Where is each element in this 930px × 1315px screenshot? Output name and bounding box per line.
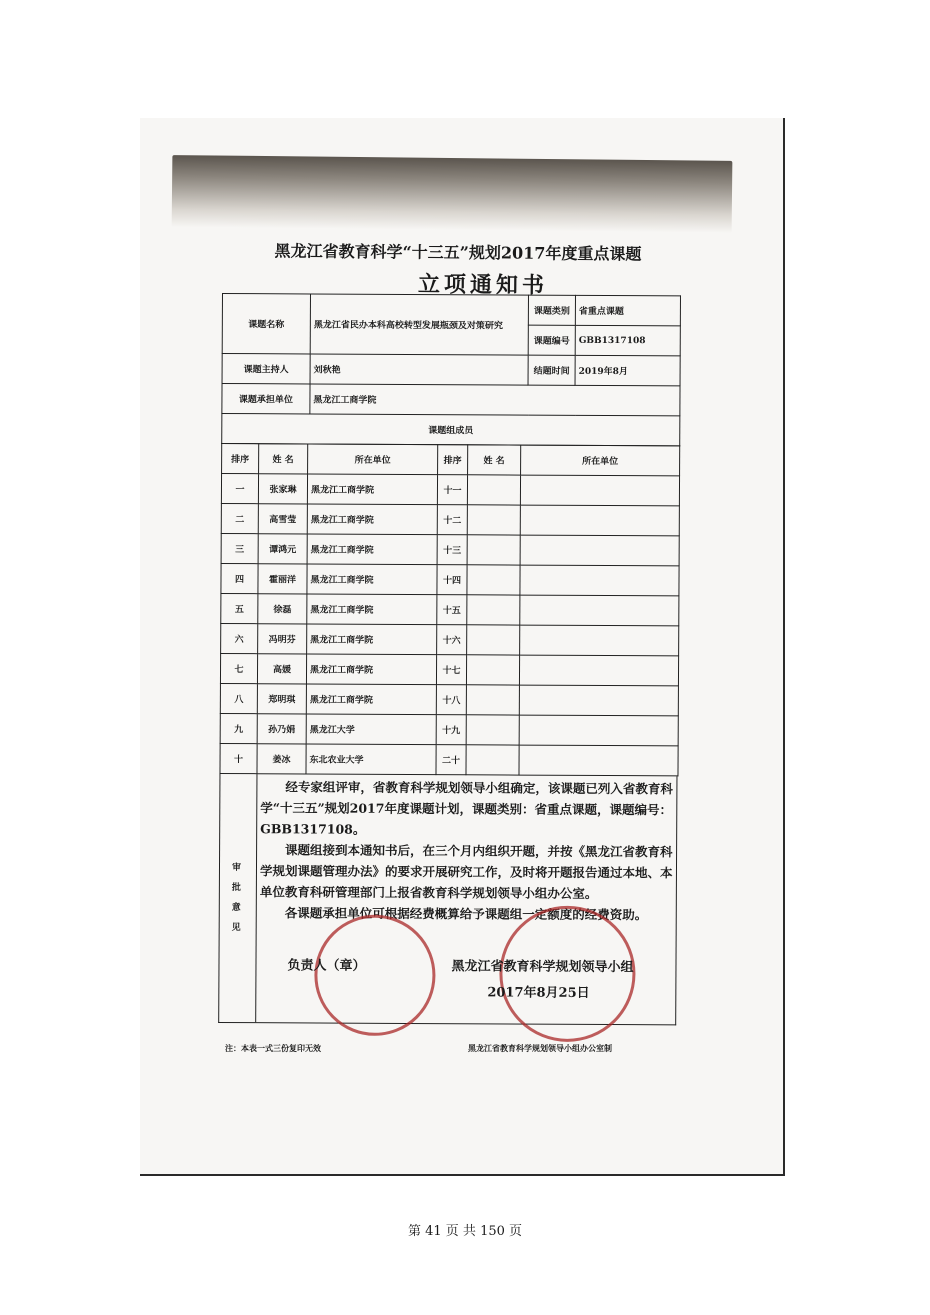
topic-name-label: 课题名称 bbox=[222, 294, 310, 354]
member-cell-n2: 十六 bbox=[437, 624, 467, 654]
header-cell: 姓 名 bbox=[468, 444, 521, 474]
members-table bbox=[219, 442, 680, 775]
member-row bbox=[221, 533, 679, 565]
member-cell-name2 bbox=[467, 594, 520, 624]
notice-form bbox=[218, 293, 680, 1025]
member-row bbox=[221, 593, 679, 625]
unit-label: 课题承担单位 bbox=[222, 384, 310, 414]
member-row bbox=[220, 653, 678, 685]
header-cell: 所在单位 bbox=[521, 445, 680, 476]
opinion-paragraph: 各课题承担单位可根据经费概算给予课题组一定额度的经费资助。 bbox=[284, 904, 648, 922]
member-row bbox=[220, 743, 678, 775]
opinion-paragraph: 经专家组评审，省教育科学规划领导小组确定，该课题已列入省教育科学“十三五”规划2017年度课题计划，课题类别：省重点课题，课题编号：GBB1317108。 bbox=[260, 778, 673, 837]
note-left: 注：本表一式三份复印无效 bbox=[225, 1043, 321, 1053]
member-cell-unit1: 东北农业大学 bbox=[306, 743, 436, 774]
header-cell: 排序 bbox=[438, 444, 468, 474]
member-row bbox=[221, 503, 679, 535]
topic-info-table bbox=[221, 293, 681, 446]
member-cell-n2: 十一 bbox=[437, 474, 467, 504]
member-cell-n1: 三 bbox=[221, 533, 258, 563]
member-cell-name1: 姜冰 bbox=[257, 743, 306, 773]
number-label: 课题编号 bbox=[528, 325, 575, 355]
member-cell-name1: 高媛 bbox=[257, 653, 306, 683]
scan-shadow bbox=[172, 155, 733, 233]
member-cell-n1: 一 bbox=[221, 473, 258, 503]
member-cell-name2 bbox=[467, 504, 520, 534]
member-cell-unit1: 黑龙江工商学院 bbox=[306, 683, 436, 714]
members-title: 课题组成员 bbox=[222, 414, 680, 446]
host-value: 刘秋艳 bbox=[310, 354, 528, 385]
member-cell-unit2 bbox=[520, 595, 679, 626]
member-cell-unit1: 黑龙江工商学院 bbox=[307, 503, 437, 534]
doc-title-line1: 黑龙江省教育科学“十三五”规划2017年度重点课题 bbox=[274, 241, 642, 264]
members-title-row bbox=[222, 414, 680, 446]
member-cell-unit2 bbox=[519, 685, 678, 716]
member-cell-n1: 四 bbox=[221, 563, 258, 593]
member-row bbox=[221, 623, 679, 655]
topic-row bbox=[222, 294, 680, 326]
member-cell-unit2 bbox=[520, 625, 679, 656]
member-cell-name1: 徐磊 bbox=[258, 593, 307, 623]
category-label: 课题类别 bbox=[528, 295, 575, 325]
member-cell-unit2 bbox=[520, 475, 679, 506]
header-cell: 所在单位 bbox=[308, 443, 438, 474]
member-cell-name1: 郑明琪 bbox=[257, 683, 306, 713]
member-cell-unit1: 黑龙江工商学院 bbox=[307, 473, 437, 504]
unit-value: 黑龙江工商学院 bbox=[310, 384, 680, 416]
member-row bbox=[221, 473, 679, 505]
member-cell-name2 bbox=[466, 654, 519, 684]
member-cell-n2: 十四 bbox=[437, 564, 467, 594]
member-cell-unit1: 黑龙江大学 bbox=[306, 713, 436, 744]
topic-name-value: 黑龙江省民办本科高校转型发展瓶颈及对策研究 bbox=[310, 294, 528, 355]
host-row bbox=[222, 354, 680, 386]
member-cell-unit1: 黑龙江工商学院 bbox=[306, 653, 436, 684]
member-cell-name1: 张家琳 bbox=[258, 473, 307, 503]
member-cell-name2 bbox=[467, 474, 520, 504]
member-cell-n1: 七 bbox=[220, 653, 257, 683]
member-cell-n2: 十七 bbox=[436, 654, 466, 684]
footer-total: 150 bbox=[480, 1224, 505, 1239]
member-cell-unit1: 黑龙江工商学院 bbox=[307, 593, 437, 624]
member-cell-unit2 bbox=[520, 565, 679, 596]
member-row bbox=[220, 683, 678, 715]
member-cell-n2: 十九 bbox=[436, 714, 466, 744]
member-cell-name2 bbox=[467, 534, 520, 564]
member-row bbox=[221, 563, 679, 595]
signer-label: 负责人（章） bbox=[287, 957, 366, 974]
members-header-row bbox=[222, 443, 680, 475]
member-cell-name2 bbox=[467, 564, 520, 594]
member-cell-unit2 bbox=[520, 535, 679, 566]
member-cell-n1: 十 bbox=[220, 743, 257, 773]
header-cell: 姓 名 bbox=[259, 443, 308, 473]
note-right: 黑龙江省教育科学规划领导小组办公室制 bbox=[468, 1043, 612, 1053]
member-cell-n1: 八 bbox=[220, 683, 257, 713]
member-cell-n2: 十八 bbox=[436, 684, 466, 714]
page-footer bbox=[0, 1220, 930, 1239]
member-cell-name2 bbox=[466, 684, 519, 714]
member-cell-unit2 bbox=[519, 655, 678, 686]
member-cell-unit2 bbox=[519, 715, 678, 746]
member-cell-n1: 二 bbox=[221, 503, 258, 533]
member-cell-unit1: 黑龙江工商学院 bbox=[307, 533, 437, 564]
member-cell-n1: 六 bbox=[221, 623, 258, 653]
footer-page: 41 bbox=[425, 1224, 442, 1239]
member-cell-unit2 bbox=[519, 745, 678, 776]
member-cell-unit1: 黑龙江工商学院 bbox=[307, 563, 437, 594]
member-cell-n1: 九 bbox=[220, 713, 257, 743]
opinion-label-cell bbox=[219, 773, 257, 1021]
member-cell-unit2 bbox=[520, 505, 679, 536]
member-cell-name1: 高雪莹 bbox=[258, 503, 307, 533]
footer-suffix: 页 bbox=[509, 1224, 523, 1239]
member-row bbox=[220, 713, 678, 745]
member-cell-name1: 孙乃娟 bbox=[257, 713, 306, 743]
member-cell-name1: 霍丽洋 bbox=[258, 563, 307, 593]
member-cell-n2: 十五 bbox=[437, 594, 467, 624]
member-cell-name2 bbox=[467, 624, 520, 654]
member-cell-n2: 二十 bbox=[436, 744, 466, 774]
number-value: GBB1317108 bbox=[575, 325, 680, 356]
unit-row bbox=[222, 384, 680, 416]
opinion-paragraph: 课题组接到本通知书后，在三个月内组织开题，并按《黑龙江省教育科学规划课题管理办法》的要求开展研究工作，及时将开题报告通过本地、本单位教育科研管理部门上报省教育科学规划领导小组办公室。 bbox=[259, 841, 673, 901]
end-label: 结题时间 bbox=[528, 355, 575, 385]
host-label: 课题主持人 bbox=[222, 354, 310, 384]
issuing-org: 黑龙江省教育科学规划领导小组 bbox=[451, 958, 634, 975]
member-cell-name2 bbox=[466, 714, 519, 744]
member-cell-name2 bbox=[466, 744, 519, 774]
header-cell: 排序 bbox=[222, 443, 259, 473]
approval-opinion bbox=[218, 773, 677, 1024]
member-cell-unit1: 黑龙江工商学院 bbox=[307, 623, 437, 654]
member-cell-n1: 五 bbox=[221, 593, 258, 623]
member-cell-name1: 冯明芬 bbox=[258, 623, 307, 653]
seal-stamp-left bbox=[314, 914, 436, 1036]
end-value: 2019年8月 bbox=[575, 355, 680, 386]
category-value: 省重点课题 bbox=[575, 295, 680, 326]
footer-prefix: 第 bbox=[407, 1224, 421, 1239]
issue-date: 2017年8月25日 bbox=[487, 984, 590, 1001]
opinion-label: 审批意见 bbox=[231, 862, 242, 933]
member-cell-name1: 谭鸿元 bbox=[258, 533, 307, 563]
opinion-text bbox=[260, 776, 676, 925]
member-cell-n2: 十二 bbox=[437, 504, 467, 534]
footer-middle: 页 共 bbox=[445, 1224, 476, 1239]
doc-title-line2: 立项通知书 bbox=[417, 271, 549, 299]
member-cell-n2: 十三 bbox=[437, 534, 467, 564]
